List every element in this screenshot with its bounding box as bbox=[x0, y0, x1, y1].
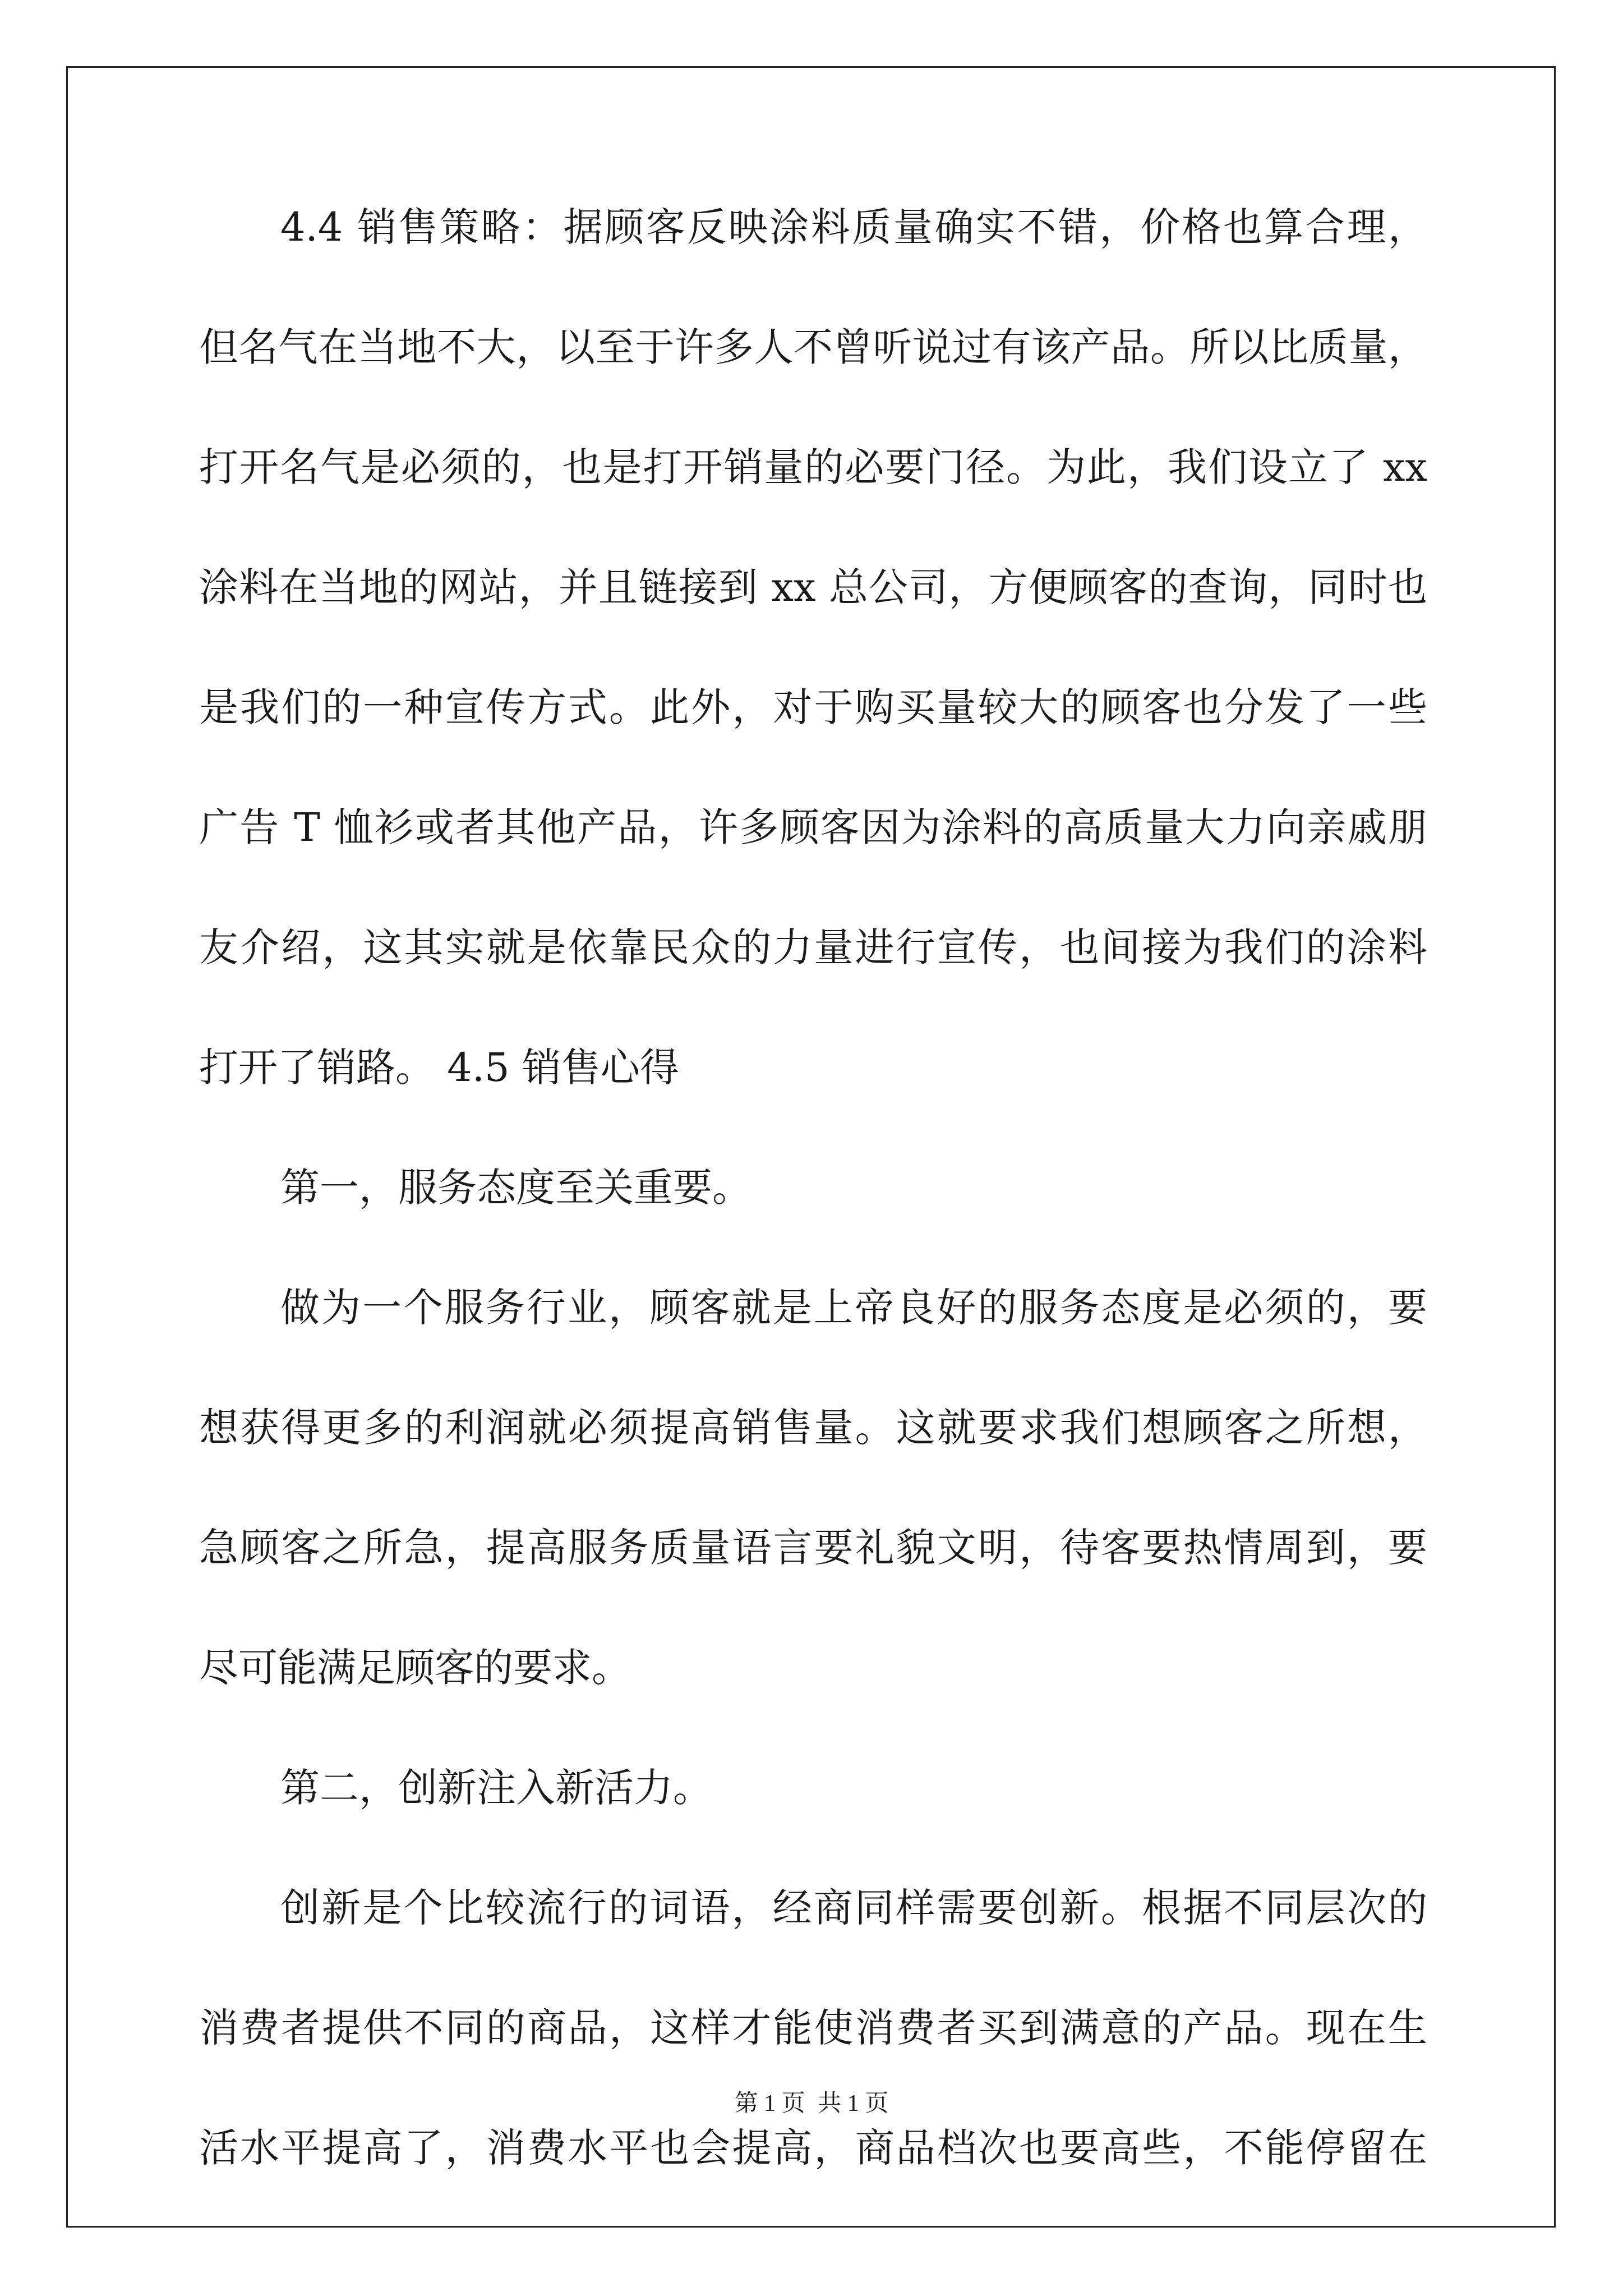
paragraph-2-heading: 第一，服务态度至关重要。 bbox=[280, 1165, 751, 1211]
page-footer bbox=[0, 2090, 1623, 2118]
paragraph-3-line-3: 急顾客之所急，提高服务质量语言要礼貌文明，待客要热情周到，要 bbox=[199, 1525, 1427, 1571]
document-body bbox=[199, 204, 1427, 2248]
paragraph-4-heading: 第二，创新注入新活力。 bbox=[280, 1765, 712, 1811]
paragraph-1-line-6: 广告 T 恤衫或者其他产品，许多顾客因为涂料的高质量大力向亲戚朋 bbox=[199, 804, 1427, 850]
paragraph-3-line-1: 做为一个服务行业，顾客就是上帝良好的服务态度是必须的，要 bbox=[280, 1285, 1427, 1331]
paragraph-3-line-4: 尽可能满足顾客的要求。 bbox=[199, 1645, 631, 1691]
paragraph-1-line-4: 涂料在当地的网站，并且链接到 xx 总公司，方便顾客的查询，同时也 bbox=[199, 564, 1427, 610]
paragraph-5-line-2: 消费者提供不同的商品，这样才能使消费者买到满意的产品。现在生 bbox=[199, 2005, 1427, 2051]
page-number: 第 1 页 bbox=[734, 2091, 805, 2116]
paragraph-1-line-3: 打开名气是必须的，也是打开销量的必要门径。为此，我们设立了 xx bbox=[199, 444, 1427, 490]
paragraph-5-line-1: 创新是个比较流行的词语，经商同样需要创新。根据不同层次的 bbox=[280, 1885, 1427, 1931]
paragraph-1-line-2: 但名气在当地不大，以至于许多人不曾听说过有该产品。所以比质量， bbox=[199, 324, 1427, 370]
paragraph-5-line-3: 活水平提高了，消费水平也会提高，商品档次也要高些，不能停留在 bbox=[199, 2125, 1427, 2171]
paragraph-3-line-2: 想获得更多的利润就必须提高销售量。这就要求我们想顾客之所想， bbox=[199, 1405, 1427, 1451]
paragraph-1-line-1: 4.4 销售策略：据顾客反映涂料质量确实不错，价格也算合理， bbox=[280, 204, 1427, 250]
paragraph-1-line-5: 是我们的一种宣传方式。此外，对于购买量较大的顾客也分发了一些 bbox=[199, 684, 1427, 730]
paragraph-1-line-7: 友介绍，这其实就是依靠民众的力量进行宣传，也间接为我们的涂料 bbox=[199, 924, 1427, 970]
page-total: 共 1 页 bbox=[818, 2091, 889, 2116]
paragraph-1-line-8: 打开了销路。 4.5 销售心得 bbox=[199, 1045, 679, 1091]
